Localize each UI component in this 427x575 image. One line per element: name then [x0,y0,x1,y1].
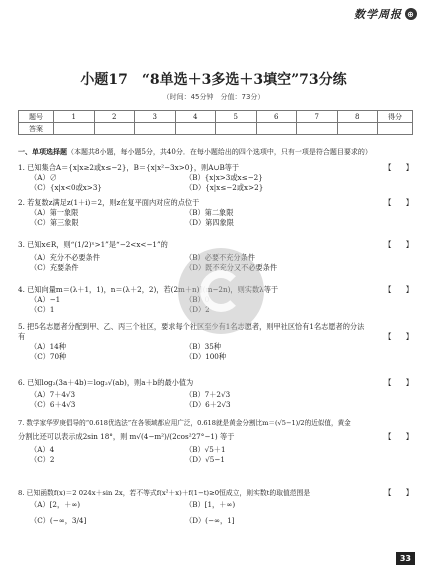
option-b[interactable]: （B）{x|x>3或x≤−2} [185,173,263,182]
table-cell: 4 [175,111,216,123]
option-b[interactable]: （B）0 [185,295,210,304]
section-note: （本题共8小题，每小题5分，共40分．在每小题给出的四个选项中，只有一项是符合题目要求的） [67,148,372,156]
answer-bracket[interactable]: 【 】 [384,163,413,172]
brand-logo [354,6,417,22]
answer-cell[interactable] [297,123,338,135]
table-cell: 答案 [19,123,54,135]
option-b[interactable]: （B）35种 [185,342,221,351]
table-cell: 2 [94,111,135,123]
question-stem-cont: 分割比还可以表示成2sin 18°，则 m√(4−m²)/(2cos²27°−1) 等于 [18,432,235,441]
option-d[interactable]: （D）{x|x≤−2或x>2} [185,183,264,192]
option-a[interactable]: （A）充分不必要条件 [30,253,100,262]
page-number: 33 [396,552,415,565]
option-d[interactable]: （D）6＋2√3 [185,400,231,409]
question-stem: 1. 已知集合A＝{x|x≥2或x≤−2}，B＝{x|x²−3x>0}，则A∪B等于 [18,163,240,172]
question-6 [18,378,413,410]
answer-cell[interactable] [337,123,378,135]
option-c[interactable]: （C）70种 [30,352,67,361]
option-c[interactable]: （C）{x|x<0或x>3} [30,183,102,192]
page-subtitle: （时间：45分钟 分值：73分） [162,93,265,101]
table-cell: 得分 [378,111,413,123]
table-cell: 题号 [19,111,54,123]
option-a[interactable]: （A）[2，＋∞) [30,500,81,509]
answer-bracket[interactable]: 【 】 [384,240,413,249]
option-c[interactable]: （C）(−∞，3/4] [30,516,87,525]
question-stem: 8. 已知函数f(x)＝2 024x＋sin 2x，若不等式f(x²＋x)＋f(1−t)≥0恒成立，则实数t的取值范围是 [18,489,311,497]
table-cell: 5 [216,111,257,123]
page-title: 小题17 “8单选＋3多选＋3填空”73分练 [80,72,347,88]
option-d[interactable]: （D）既不充分又不必要条件 [185,263,278,272]
table-cell: 6 [256,111,297,123]
brand-text: 数学周报 [354,8,402,21]
question-stem: 2. 若复数z满足z(1＋i)＝2，则z在复平面内对应的点位于 [18,198,200,207]
table-cell: 8 [337,111,378,123]
question-stem: 5. 把5名志愿者分配到甲、乙、丙三个社区，要求每个社区至少有1名志愿者，则甲社区恰有1名志愿者的分法 [18,322,365,331]
option-a[interactable]: （A）14种 [30,342,66,351]
answer-bracket[interactable]: 【 】 [384,378,413,387]
table-cell: 1 [54,111,95,123]
table-cell: 3 [135,111,176,123]
option-b[interactable]: （B）第二象限 [185,208,234,217]
question-7 [18,418,413,465]
question-stem: 4. 已知向量m＝(λ＋1，1)，n＝(λ＋2，2)，若(2m＋n)∥(m−2n)，则实数λ等于 [18,285,279,294]
option-b[interactable]: （B）7＋2√3 [185,390,231,399]
option-d[interactable]: （D）√5−1 [185,455,225,464]
answer-table-answer-row [19,123,413,135]
table-cell: 7 [297,111,338,123]
question-stem: 3. 已知x∈R，则“(1/2)ˣ>1”是“−2<x<−1”的 [18,240,168,249]
answer-cell[interactable] [135,123,176,135]
watermark-logo-icon [178,248,264,334]
option-c[interactable]: （C）充要条件 [30,263,79,272]
answer-cell[interactable] [54,123,95,135]
answer-cell[interactable] [175,123,216,135]
option-a[interactable]: （A）4 [30,445,55,454]
answer-bracket[interactable]: 【 】 [384,332,413,341]
option-d[interactable]: （D）(−∞，1] [185,516,235,525]
section-heading [18,147,413,157]
question-8 [18,488,413,526]
answer-cell[interactable] [94,123,135,135]
option-d[interactable]: （D）第四象限 [185,218,234,227]
option-d[interactable]: （D）100种 [185,352,227,361]
option-a[interactable]: （A）7＋4√3 [30,390,76,399]
answer-bracket[interactable]: 【 】 [384,432,413,441]
brand-mark-icon: ⊕ [405,8,417,20]
option-c[interactable]: （C）2 [30,455,55,464]
section-title: 一、单项选择题 [18,147,67,156]
question-stem: 7. 数学家华罗庚倡导的“0.618优选法”在各领域都应用广泛，0.618就是黄金分割比m＝(√5−1)/2的近似值，黄金 [18,419,351,427]
option-b[interactable]: （B）[1，＋∞) [185,500,236,509]
answer-bracket[interactable]: 【 】 [384,285,413,294]
answer-bracket[interactable]: 【 】 [384,488,413,497]
option-c[interactable]: （C）6＋4√3 [30,400,76,409]
answer-cell[interactable] [256,123,297,135]
answer-bracket[interactable]: 【 】 [384,198,413,207]
option-d[interactable]: （D）2 [185,305,210,314]
question-stem: 6. 已知log₂(3a＋4b)＝log₂√(ab)，则a＋b的最小值为 [18,378,194,387]
answer-cell[interactable] [216,123,257,135]
option-c[interactable]: （C）第三象限 [30,218,79,227]
answer-table-header-row [19,111,413,123]
option-a[interactable]: （A）∅ [30,173,57,182]
option-c[interactable]: （C）1 [30,305,55,314]
answer-table [18,110,413,135]
question-stem-cont: 有 [18,332,26,341]
score-cell[interactable] [378,123,413,135]
question-1 [18,163,413,193]
option-b[interactable]: （B）必要不充分条件 [185,253,255,262]
option-b[interactable]: （B）√5＋1 [185,445,226,454]
option-a[interactable]: （A）−1 [30,295,61,304]
option-a[interactable]: （A）第一象限 [30,208,79,217]
question-2 [18,198,413,228]
